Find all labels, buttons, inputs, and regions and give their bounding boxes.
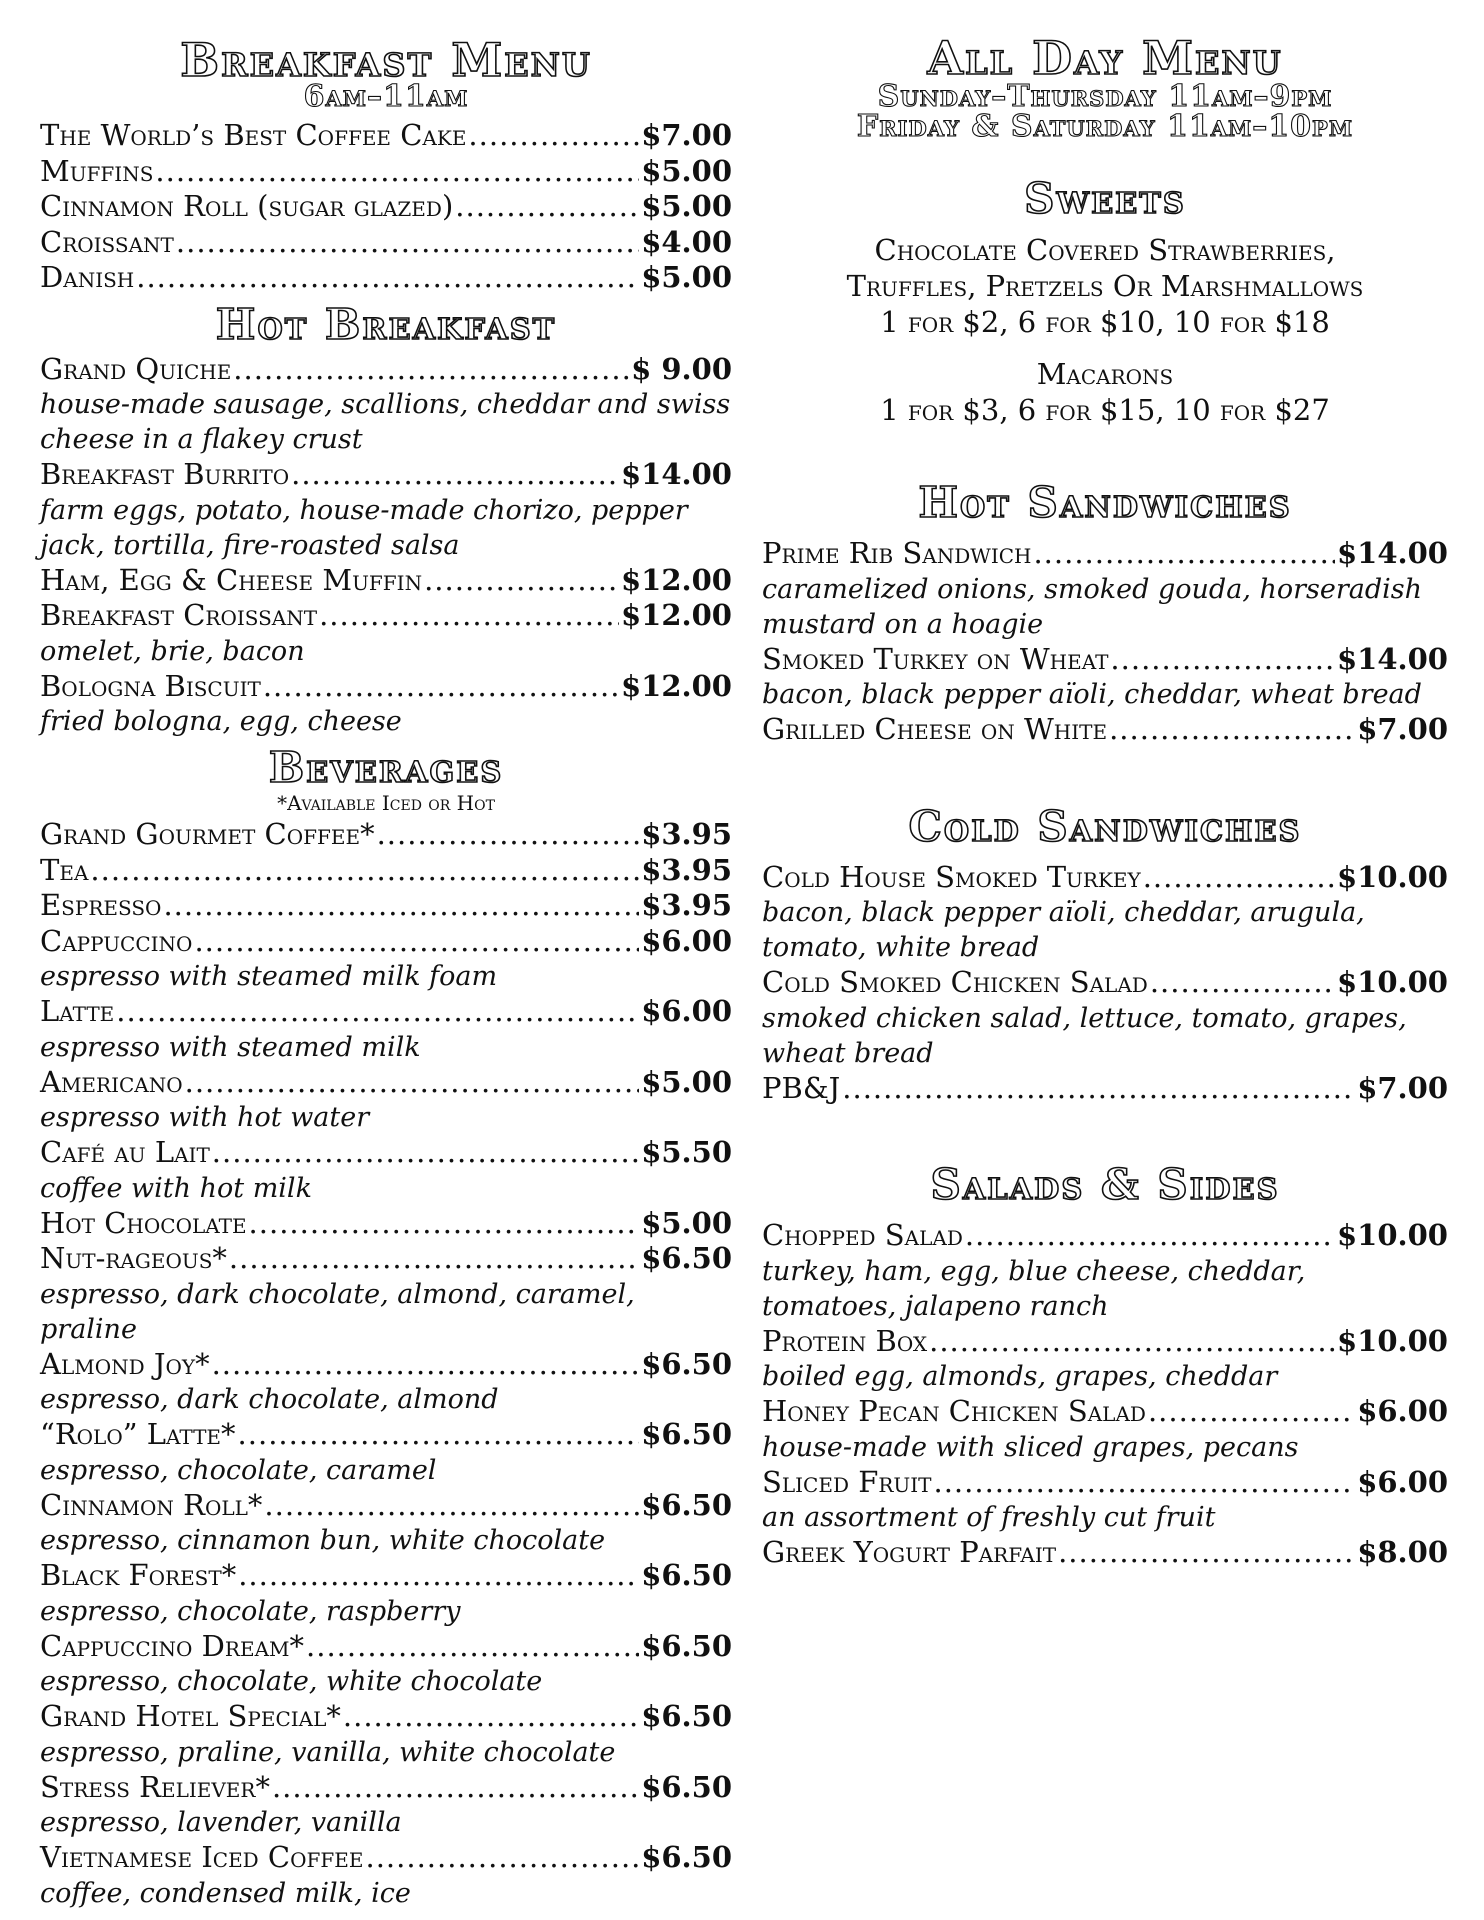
item-price: $7.00 — [1357, 712, 1448, 746]
item-description: espresso with steamed milk foam — [40, 961, 498, 992]
item-description: espresso, dark chocolate, almond — [40, 1384, 499, 1415]
menu-item — [762, 1218, 1448, 1254]
dot-leader — [455, 189, 639, 225]
item-description: omelet, brie, bacon — [40, 635, 305, 667]
dot-leader — [155, 154, 639, 190]
dot-leader — [377, 817, 640, 853]
dot-leader — [842, 1071, 1355, 1107]
item-name: Black Forest* — [40, 1558, 237, 1592]
item-name: Sliced Fruit — [762, 1464, 932, 1499]
dot-leader — [185, 1065, 640, 1101]
dot-leader — [1109, 712, 1355, 748]
item-name: Cinnamon Roll* — [40, 1487, 263, 1522]
dot-leader — [249, 1206, 640, 1242]
all-day-hours-weekday: Sunday–Thursday 11am–9pm — [877, 79, 1333, 114]
menu-item — [40, 260, 732, 296]
menu-item — [762, 642, 1448, 678]
item-name: Danish — [40, 260, 135, 294]
item-name: Muffins — [40, 153, 154, 188]
item-description: smoked chicken salad, lettuce, tomato, grapes, wheat bread — [762, 1002, 1407, 1069]
item-name: Prime Rib Sandwich — [762, 536, 1032, 570]
item-description: espresso, dark chocolate, almond, caramel, praline — [40, 1278, 635, 1345]
dot-leader — [233, 352, 629, 388]
item-price: $10.00 — [1337, 859, 1448, 894]
macarons-label: Macarons — [1036, 357, 1174, 391]
menu-item — [40, 853, 732, 889]
dot-leader — [933, 1465, 1355, 1501]
menu-item — [762, 1071, 1448, 1107]
item-price: $14.00 — [1337, 641, 1448, 676]
item-price: $10.00 — [1337, 1323, 1448, 1358]
dot-leader — [272, 1770, 639, 1806]
item-price: $6.50 — [641, 1769, 732, 1804]
sweets-title: Sweets — [1024, 174, 1186, 223]
item-price: $5.00 — [641, 1205, 732, 1240]
menu-item — [40, 1065, 732, 1101]
cold-sandwiches-title: Cold Sandwiches — [908, 801, 1302, 851]
item-price: $ 9.00 — [631, 351, 732, 386]
item-description: an assortment of freshly cut fruit — [762, 1502, 1216, 1533]
sweets-line-1: Chocolate Covered Strawberries, — [874, 233, 1336, 267]
item-price: $5.00 — [641, 189, 732, 223]
menu-item — [762, 965, 1448, 1001]
item-price: $6.50 — [641, 1699, 732, 1733]
item-price: $10.00 — [1337, 1218, 1448, 1252]
item-price: $3.95 — [641, 852, 732, 887]
menu-item — [40, 352, 732, 388]
beverages-note: *Available Iced or Hot — [277, 791, 495, 815]
item-price: $5.00 — [641, 153, 732, 188]
item-name: Breakfast Croissant — [40, 598, 318, 632]
dot-leader — [264, 1488, 639, 1524]
breakfast-hours: 6am–11am — [303, 79, 469, 114]
menu-item — [40, 1347, 732, 1383]
menu-item — [40, 669, 732, 705]
item-name: Grilled Cheese on White — [762, 712, 1108, 746]
menu-item — [762, 536, 1448, 572]
item-description: espresso with steamed milk — [40, 1031, 421, 1063]
breakfast-list — [40, 118, 732, 296]
item-price: $6.50 — [641, 1241, 732, 1275]
menu-item — [40, 563, 732, 599]
dot-leader — [238, 1558, 639, 1594]
menu-item — [40, 817, 732, 853]
beverages-list — [40, 817, 732, 1911]
menu-item — [40, 598, 732, 634]
dot-leader — [468, 118, 639, 154]
menu-item — [40, 457, 732, 493]
item-name: Grand Quiche — [40, 351, 232, 386]
menu-item — [40, 225, 732, 261]
item-price: $6.50 — [641, 1417, 732, 1451]
hot-breakfast-title: Hot Breakfast — [215, 299, 557, 349]
item-name: Tea — [40, 852, 89, 887]
item-price: $12.00 — [621, 598, 732, 632]
item-price: $4.00 — [641, 224, 732, 259]
item-description: farm eggs, potato, house-made chorizo, pepper jack, tortilla, fire-roasted salsa — [40, 494, 688, 561]
hot-sandwiches-title: Hot Sandwiches — [918, 478, 1292, 527]
sweets-block — [762, 232, 1448, 428]
item-price: $6.50 — [641, 1558, 732, 1592]
item-name: The World’s Best Coffee Cake — [40, 118, 467, 152]
cold-sandwiches-list — [762, 860, 1448, 1107]
item-description: espresso, cinnamon bun, white chocolate — [40, 1525, 606, 1556]
menu-item — [40, 994, 732, 1030]
item-description: caramelized onions, smoked gouda, horseradish mustard on a hoagie — [762, 573, 1423, 640]
item-price: $5.00 — [641, 1064, 732, 1099]
item-price: $6.00 — [641, 923, 732, 958]
item-price: $12.00 — [621, 562, 732, 597]
item-description: fried bologna, egg, cheese — [40, 706, 402, 737]
right-column — [762, 0, 1448, 1571]
item-name: Croissant — [40, 224, 174, 259]
item-price: $10.00 — [1337, 965, 1448, 999]
item-name: Grand Gourmet Coffee* — [40, 817, 375, 851]
item-price: $6.50 — [641, 1346, 732, 1381]
item-name: Grand Hotel Special* — [40, 1699, 341, 1733]
sweets-line-2: Truffles, Pretzels Or Marshmallows — [846, 269, 1364, 303]
dot-leader — [212, 1347, 640, 1383]
item-name: Almond Joy* — [40, 1346, 210, 1381]
hot-sandwiches-list — [762, 536, 1448, 748]
dot-leader — [263, 669, 619, 705]
menu-item — [762, 1324, 1448, 1360]
menu-item — [762, 712, 1448, 748]
menu-item — [40, 1699, 732, 1735]
item-name: Latte — [40, 994, 115, 1028]
item-name: Breakfast Burrito — [40, 457, 290, 491]
item-description: espresso, chocolate, caramel — [40, 1454, 437, 1486]
item-price: $12.00 — [621, 668, 732, 703]
item-price: $5.00 — [641, 260, 732, 294]
menu-item — [40, 1206, 732, 1242]
menu-item — [40, 1629, 732, 1665]
item-name: Cinnamon Roll (sugar glazed) — [40, 189, 454, 223]
item-name: Cold House Smoked Turkey — [762, 859, 1141, 894]
dot-leader — [136, 260, 639, 296]
dot-leader — [212, 1135, 639, 1171]
item-name: Cappuccino Dream* — [40, 1628, 305, 1663]
salads-title: Salads & Sides — [930, 1160, 1280, 1209]
salads-list — [762, 1218, 1448, 1571]
dot-leader — [306, 1629, 639, 1665]
left-column — [40, 0, 732, 1911]
menu-item — [40, 1840, 732, 1876]
all-day-title: All Day Menu — [927, 31, 1283, 85]
item-price: $6.00 — [641, 994, 732, 1028]
item-name: Chopped Salad — [762, 1218, 963, 1252]
item-description: espresso, lavender, vanilla — [40, 1807, 402, 1838]
item-price: $6.00 — [1357, 1464, 1448, 1499]
item-description: turkey, ham, egg, blue cheese, cheddar, tomatoes, jalapeno ranch — [762, 1255, 1306, 1322]
sweets-prices: 1 for $2, 6 for $10, 10 for $18 — [880, 305, 1330, 339]
item-description: coffee, condensed milk, ice — [40, 1877, 411, 1909]
menu-item — [40, 1417, 732, 1453]
item-name: Protein Box — [762, 1323, 928, 1358]
dot-leader — [176, 225, 639, 261]
item-description: boiled egg, almonds, grapes, cheddar — [762, 1361, 1278, 1392]
menu-item — [40, 118, 732, 154]
hot-breakfast-list — [40, 352, 732, 740]
dot-leader — [424, 563, 619, 599]
menu-item — [40, 189, 732, 225]
menu-item — [762, 1394, 1448, 1430]
item-price: $6.00 — [1357, 1394, 1448, 1428]
dot-leader — [1143, 860, 1335, 896]
item-name: Smoked Turkey on Wheat — [762, 641, 1109, 676]
item-price: $6.50 — [641, 1840, 732, 1874]
item-price: $14.00 — [621, 457, 732, 491]
breakfast-title: Breakfast Menu — [180, 33, 592, 87]
dot-leader — [238, 1417, 640, 1453]
item-name: Cappuccino — [40, 923, 193, 958]
item-name: “Rolo” Latte* — [40, 1417, 236, 1451]
dot-leader — [1033, 536, 1335, 572]
dot-leader — [1148, 1394, 1355, 1430]
menu-item — [40, 1558, 732, 1594]
dot-leader — [90, 853, 639, 889]
item-description: espresso, chocolate, white chocolate — [40, 1666, 543, 1697]
item-name: Greek Yogurt Parfait — [762, 1535, 1057, 1569]
dot-leader — [965, 1218, 1335, 1254]
dot-leader — [1058, 1535, 1355, 1571]
macarons-prices: 1 for $3, 6 for $15, 10 for $27 — [880, 393, 1330, 427]
item-name: Honey Pecan Chicken Salad — [762, 1394, 1146, 1428]
item-price: $3.95 — [641, 817, 732, 851]
item-name: Hot Chocolate — [40, 1205, 247, 1240]
dot-leader — [319, 598, 619, 634]
item-name: Nut-rageous* — [40, 1241, 227, 1275]
item-price: $5.50 — [641, 1135, 732, 1169]
item-description: espresso, chocolate, raspberry — [40, 1595, 461, 1627]
dot-leader — [1110, 642, 1335, 678]
menu-item — [762, 1535, 1448, 1571]
all-day-hours-weekend: Friday & Saturday 11am–10pm — [856, 109, 1354, 144]
dot-leader — [229, 1241, 639, 1277]
menu-item — [40, 154, 732, 190]
dot-leader — [343, 1699, 639, 1735]
item-name: Bologna Biscuit — [40, 668, 261, 703]
item-name: Café au Lait — [40, 1135, 210, 1169]
item-description: bacon, black pepper aïoli, cheddar, arugula, tomato, white bread — [762, 897, 1365, 963]
item-price: $14.00 — [1337, 536, 1448, 570]
item-name: Ham, Egg & Cheese Muffin — [40, 562, 423, 597]
item-price: $7.00 — [641, 118, 732, 152]
item-price: $8.00 — [1357, 1535, 1448, 1569]
menu-item — [40, 924, 732, 960]
item-description: house-made with sliced grapes, pecans — [762, 1431, 1299, 1463]
dot-leader — [291, 457, 619, 493]
menu-item — [40, 1488, 732, 1524]
beverages-title: Beverages — [268, 743, 504, 792]
item-name: Vietnamese Iced Coffee — [40, 1840, 364, 1874]
dot-leader — [163, 888, 639, 924]
menu-item — [40, 1770, 732, 1806]
menu-item — [762, 860, 1448, 896]
item-price: $7.00 — [1357, 1070, 1448, 1105]
item-description: coffee with hot milk — [40, 1172, 312, 1204]
item-description: house-made sausage, scallions, cheddar and swiss cheese in a flakey crust — [40, 389, 731, 455]
item-name: Americano — [40, 1064, 183, 1099]
item-description: bacon, black pepper aïoli, cheddar, wheat bread — [762, 679, 1422, 710]
menu-item — [40, 888, 732, 924]
item-description: espresso, praline, vanilla, white chocolate — [40, 1736, 616, 1768]
item-description: espresso with hot water — [40, 1102, 370, 1133]
item-price: $6.50 — [641, 1487, 732, 1522]
dot-leader — [1150, 965, 1335, 1001]
menu-item — [40, 1241, 732, 1277]
item-name: PB&J — [762, 1070, 841, 1105]
dot-leader — [929, 1324, 1335, 1360]
dot-leader — [194, 924, 639, 960]
item-name: Espresso — [40, 888, 162, 922]
dot-leader — [365, 1840, 639, 1876]
dot-leader — [116, 994, 639, 1030]
menu-item — [762, 1465, 1448, 1501]
item-name: Cold Smoked Chicken Salad — [762, 965, 1148, 999]
menu-item — [40, 1135, 732, 1171]
item-price: $6.50 — [641, 1628, 732, 1663]
item-name: Stress Reliever* — [40, 1769, 270, 1804]
item-price: $3.95 — [641, 888, 732, 922]
